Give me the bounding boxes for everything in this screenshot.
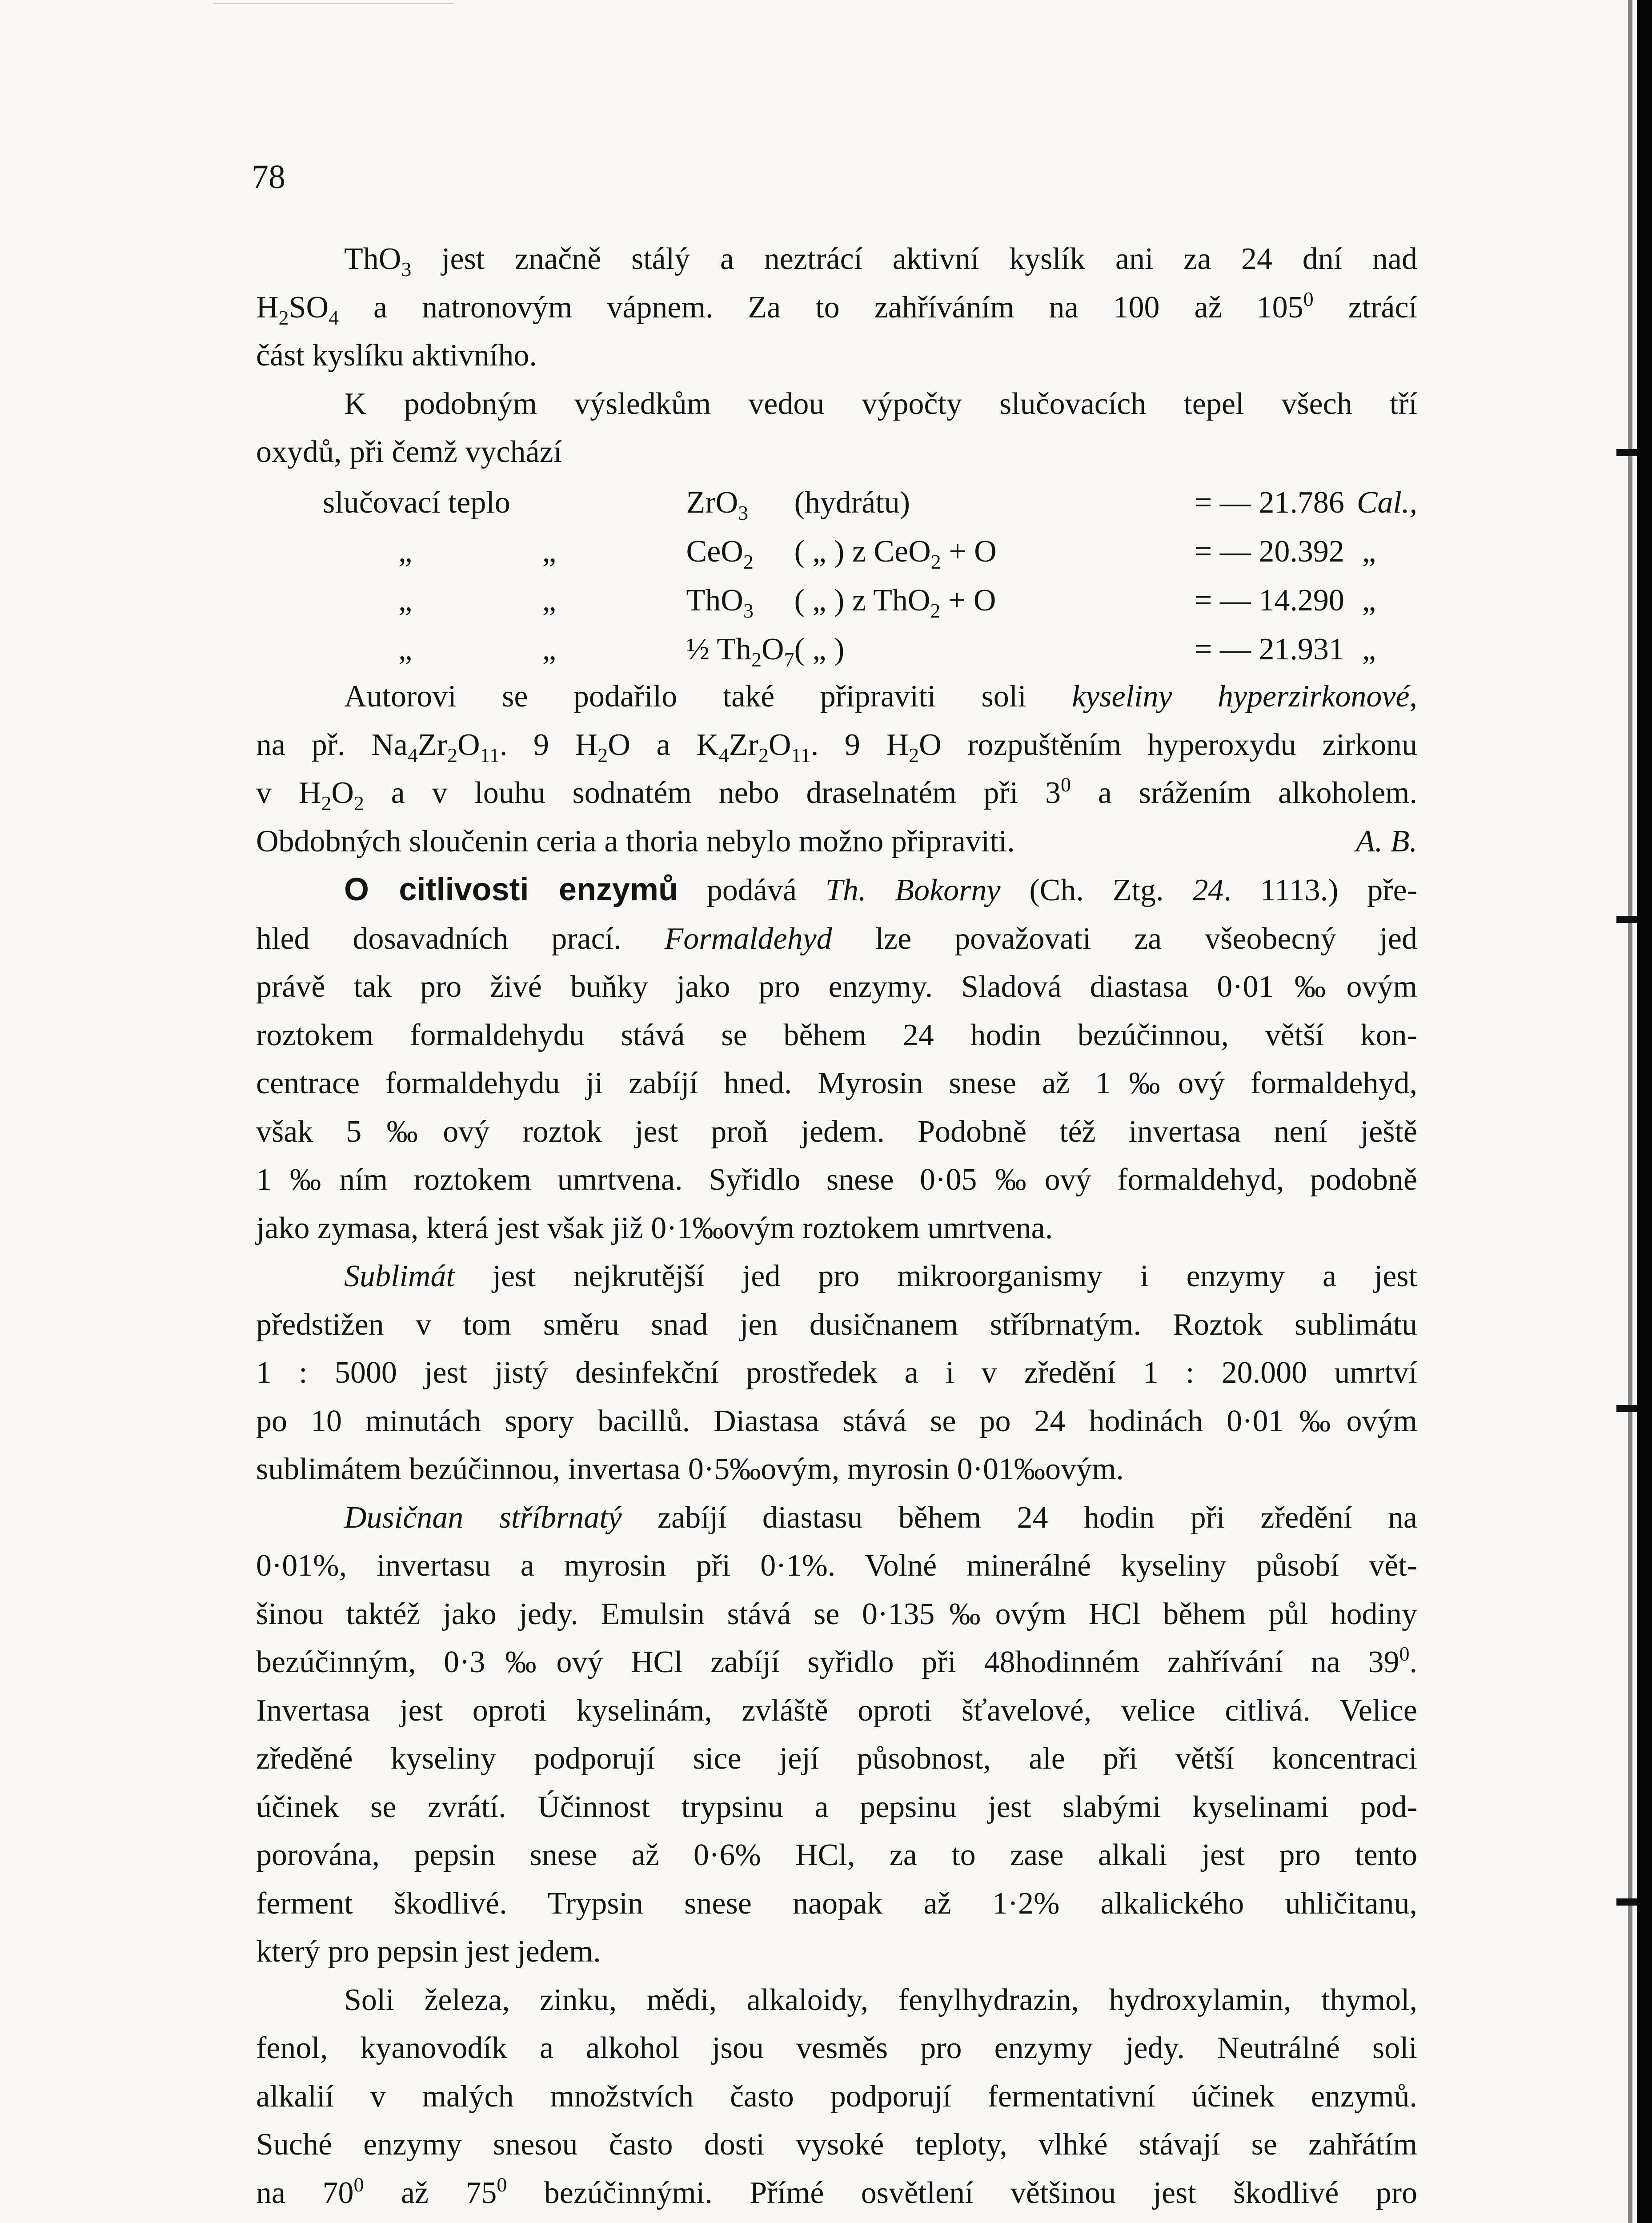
paragraph-soli: Soli železa, zinku, mědi, alkaloidy, fenylhydrazin, hydroxylamin, thymol, fenol, kyanovodík a alkohol jsou vesměs pro enzymy jedy. Neutrálné soli alkalií v malých množstvích často podporují fermentativní účinek enzymů. Suché enzymy snesou často dosti vysoké teploty, vlhké stávají se zahřátím na $70^0$ až $75^0$ bezúčinnými. Přímé osvětlení většinou jest škodlivé pro — [256, 1982, 1418, 2210]
heat-of-formation-table — [323, 478, 1417, 674]
paragraph-citlivost-end: jako zymasa, která jest však již 0·1‰ovým roztokem umrtvena. — [256, 1211, 1053, 1245]
paragraph-sublimat: Sublimát jest nejkrutější jed pro mikroorganismy i enzymy a jest předstižen v tom směru snad jen dusičnanem stříbrnatým. Roztok sublimátu 1 : 5000 jest jistý desinfekční prostředek a i v zředění 1 : 20.000 umrtví po 10 minutách spory bacillů. Diastasa stává se po 24 hodinách 0·01‰ovým — [256, 1259, 1417, 1438]
equation-row: slučovací teplo ZrO$_3$ (hydrátu) = — 21.786 Cal., — [323, 486, 1417, 524]
signature-zp — [1362, 2217, 1417, 2223]
paragraph-autorovi-end: Obdobných sloučenin ceria a thoria nebylo možno připraviti. A. B. — [256, 818, 1417, 866]
margin-mark — [1616, 449, 1637, 456]
equation-row: „ „ ½ $Th_2O_7$ ( „ ) = — 21.931 „ — [398, 632, 1376, 671]
paragraph-dusicnan: Dusičnan stříbrnatý zabíjí diastasu během 24 hodin při zředění na 0·01%, invertasu a myrosin při 0·1%. Volné minerálné kyseliny působí vět- šinou taktéž jako jedy. Emulsin stává se 0·135‰ovým HCl během půl hodiny bezúčinným, 0·3‰ový HCl zabíjí syřidlo při 48hodinném zahřívání na $39^0$. Invertasa jest oproti kyselinám, zvláště oproti šťavelové, velice citlivá. Velice zředěné kyseliny podporují sice její působnost, ale při větší koncentraci účinek se zvrátí. Účinnost trypsinu a pepsinu jest slabými kyselinami pod- porována, pepsin snese až 0·6% HCl, za to zase alkali jest pro tento ferment škodlivé. Trypsin snese naopak až 1·2% alkalického uhličitanu, — [256, 1500, 1417, 1921]
book-spine-edge — [1637, 0, 1652, 2223]
paragraph-tho3-end: část kyslíku aktivního. — [256, 338, 537, 373]
scan-artifact — [213, 3, 453, 10]
section-heading: O citlivosti enzymů — [344, 872, 678, 907]
margin-mark — [1616, 1405, 1637, 1412]
paragraph-sublimat-end: sublimátem bezúčinnou, invertasa 0·5‰ovým, myrosin 0·01‰ovým. — [256, 1452, 1124, 1486]
paragraph-tho3: ThO$_3$ jest značně stálý a neztrácí aktivní kyslík ani za 24 dní nad $H_2SO_4$ a natronovým vápnem. Za to zahříváním na 100 až $105^0$ ztrácí — [256, 242, 1418, 329]
margin-mark — [1616, 1898, 1637, 1906]
page-number: 78 — [252, 158, 285, 196]
paragraph-citlivost: O citlivosti enzymů podává Th. Bokorny (Ch. Ztg. 24. 1113.) pře- hled dosavadních prací. Formaldehyd lze považovati za všeobecný jed právě tak pro živé buňky jako pro enzymy. Sladová diastasa 0·01‰ovým roztokem formaldehydu stává se během 24 hodin bezúčinnou, větší kon- centrace formaldehydu ji zabíjí hned. Myrosin snese až 1‰ový formaldehyd, však 5‰ový roztok jest proň jedem. Podobně též invertasa není ještě 1‰ním roztokem umrtvena. Syřidlo snese 0·05‰ový formaldehyd, podobně — [256, 872, 1417, 1197]
paragraph-autorovi: Autorovi se podařilo také připraviti soli kyseliny hyperzirkonové, na př. $Na_4Zr_2O_{11}$. 9 $H_2O$ a $K_4Zr_2O_{11}$. 9 $H_2O$ rozpuštěním hyperoxydu zirkonu v $H_2O_2$ a v louhu sodnatém nebo draselnatém při $3^0$ a srážením alkoholem. — [256, 679, 1418, 815]
book-spine-shadow — [1628, 0, 1632, 2223]
paragraph-vypocty-end: oxydů, při čemž vychází — [256, 435, 562, 469]
signature-ab: A. B. — [1355, 824, 1417, 859]
equation-row: „ „ CeO$_2$ ( „ ) z CeO$_2$ + O = — 20.392 „ — [398, 534, 1376, 573]
paragraph-vypocty: K podobným výsledkům vedou výpočty slučovacích tepel všech tří — [344, 386, 1417, 421]
paragraph-soli-end — [256, 2217, 1417, 2223]
equations — [256, 478, 1417, 674]
text-block-thorium — [256, 235, 1417, 477]
equation-row: „ „ ThO$_3$ ( „ ) z ThO$_2$ + O = — 14.290 „ — [398, 583, 1376, 622]
margin-mark — [1616, 916, 1637, 923]
paragraph-dusicnan-end: který pro pepsin jest jedem. — [256, 1934, 601, 1969]
text-block-main — [256, 673, 1417, 2223]
